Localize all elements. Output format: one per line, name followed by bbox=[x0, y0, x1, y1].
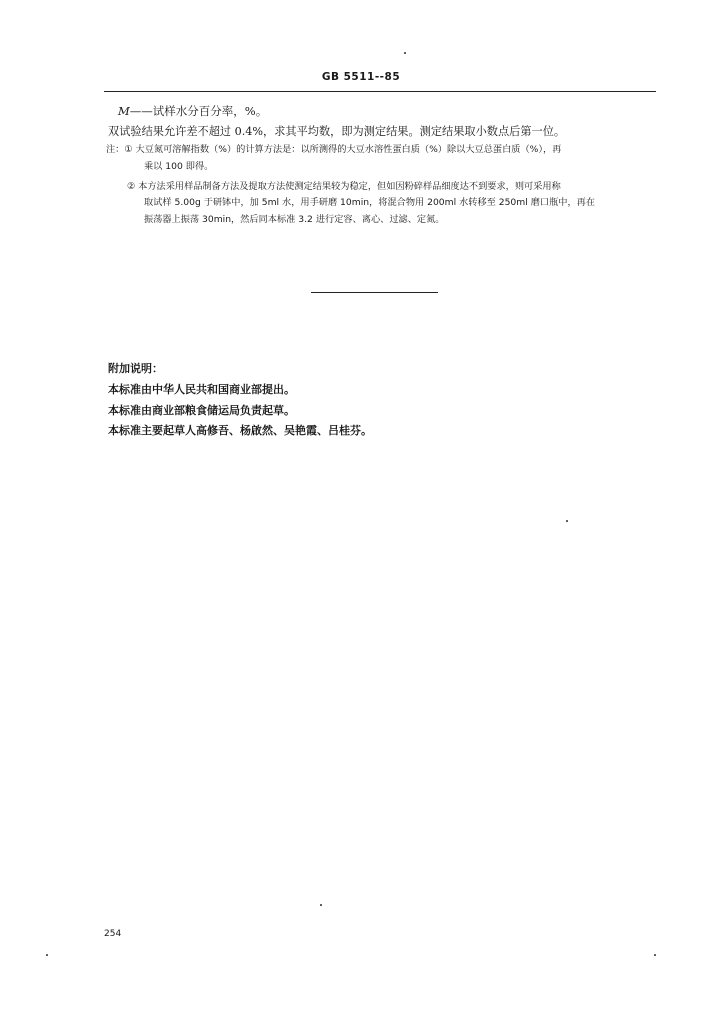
appendix-line-3: 本标准主要起草人高修吾、杨啟然、吴艳霞、吕桂芬。 bbox=[108, 424, 372, 437]
m-definition-line bbox=[118, 104, 267, 118]
note-2-line-1: ② 本方法采用样品制备方法及提取方法使测定结果较为稳定，但如因粉碎样品细度达不到要求，则可采用称 bbox=[127, 181, 561, 192]
m-variable: M bbox=[118, 104, 130, 118]
standard-code: GB 5511--85 bbox=[321, 71, 401, 83]
appendix-title: 附加说明： bbox=[108, 362, 163, 375]
appendix-line-1: 本标准由中华人民共和国商业部提出。 bbox=[108, 383, 295, 396]
note-2-line-2: 取试样 5.00g 于研钵中，加 5ml 水，用手研磨 10min，将混合物用 200ml 水转移至 250ml 磨口瓶中，再在 bbox=[144, 197, 596, 208]
scan-speck bbox=[654, 954, 656, 956]
page-number: 254 bbox=[104, 929, 122, 939]
note-2-line-3: 振荡器上振荡 30min，然后同本标准 3.2 进行定容、离心、过滤、定氮。 bbox=[144, 214, 445, 225]
scan-speck bbox=[404, 52, 406, 54]
scan-speck bbox=[320, 904, 322, 906]
note-1-line-1: 注：① 大豆氮可溶解指数（%）的计算方法是：以所测得的大豆水溶性蛋白质（%）除以大豆总蛋白质（%），再 bbox=[106, 144, 562, 155]
scan-speck bbox=[566, 520, 568, 522]
scan-speck bbox=[46, 954, 48, 956]
m-definition-text: ——试样水分百分率，%。 bbox=[129, 104, 268, 118]
tolerance-line: 双试验结果允许差不超过 0.4%，求其平均数，即为测定结果。测定结果取小数点后第一位。 bbox=[108, 125, 566, 138]
note-1-line-2: 乘以 100 即得。 bbox=[144, 161, 214, 172]
header-rule bbox=[104, 91, 656, 92]
section-separator-rule bbox=[311, 292, 438, 293]
appendix-line-2: 本标准由商业部粮食储运局负责起草。 bbox=[108, 404, 295, 417]
